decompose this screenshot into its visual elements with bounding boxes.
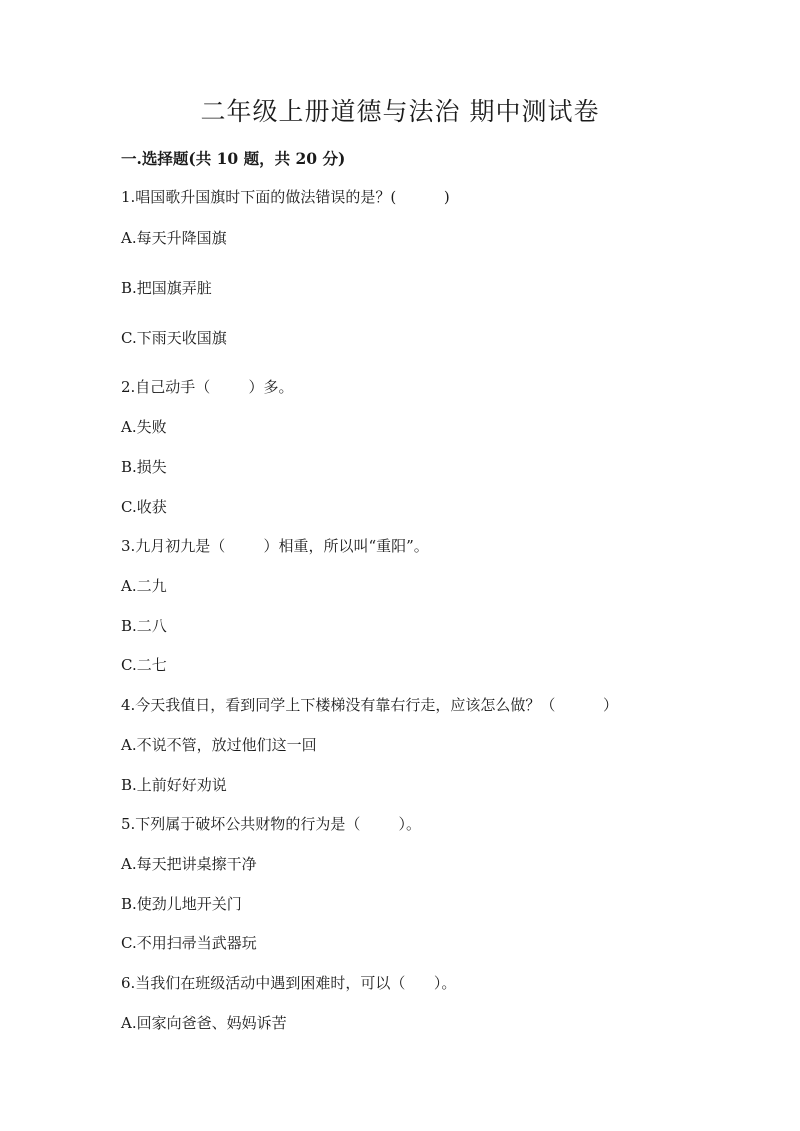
question-4-option-b: B.上前好好劝说 <box>121 776 227 794</box>
question-2-stem: 2.自己动手（ ）多。 <box>121 378 294 396</box>
question-5-option-b: B.使劲儿地开关门 <box>121 895 242 913</box>
exam-title: 二年级上册道德与法治 期中测试卷 <box>200 97 600 126</box>
question-4-option-a: A.不说不管，放过他们这一回 <box>121 736 317 754</box>
question-5-option-c: C.不用扫帚当武器玩 <box>121 934 257 952</box>
section-heading: 一.选择题(共 10 题，共 20 分) <box>121 149 346 168</box>
question-3-option-a: A.二九 <box>121 577 167 595</box>
question-4-stem: 4.今天我值日，看到同学上下楼梯没有靠右行走，应该怎么做？（ ） <box>121 696 618 714</box>
question-5-stem: 5.下列属于破坏公共财物的行为是（ ）。 <box>121 815 421 833</box>
question-1-option-b: B.把国旗弄脏 <box>121 279 212 297</box>
question-2-option-b: B.损失 <box>121 458 167 476</box>
question-2-option-a: A.失败 <box>121 418 167 436</box>
question-6-option-a: A.回家向爸爸、妈妈诉苦 <box>121 1014 287 1032</box>
question-1-option-a: A.每天升降国旗 <box>121 229 227 247</box>
question-6-stem: 6.当我们在班级活动中遇到困难时，可以（ ）。 <box>121 974 457 992</box>
question-3-option-c: C.二七 <box>121 656 167 674</box>
question-2-option-c: C.收获 <box>121 498 167 516</box>
question-1-option-c: C.下雨天收国旗 <box>121 329 227 347</box>
question-1-stem: 1.唱国歌升国旗时下面的做法错误的是？( ) <box>121 188 450 206</box>
question-3-option-b: B.二八 <box>121 617 167 635</box>
question-3-stem: 3.九月初九是（ ）相重，所以叫“重阳”。 <box>121 537 429 555</box>
question-5-option-a: A.每天把讲桌擦干净 <box>121 855 257 873</box>
